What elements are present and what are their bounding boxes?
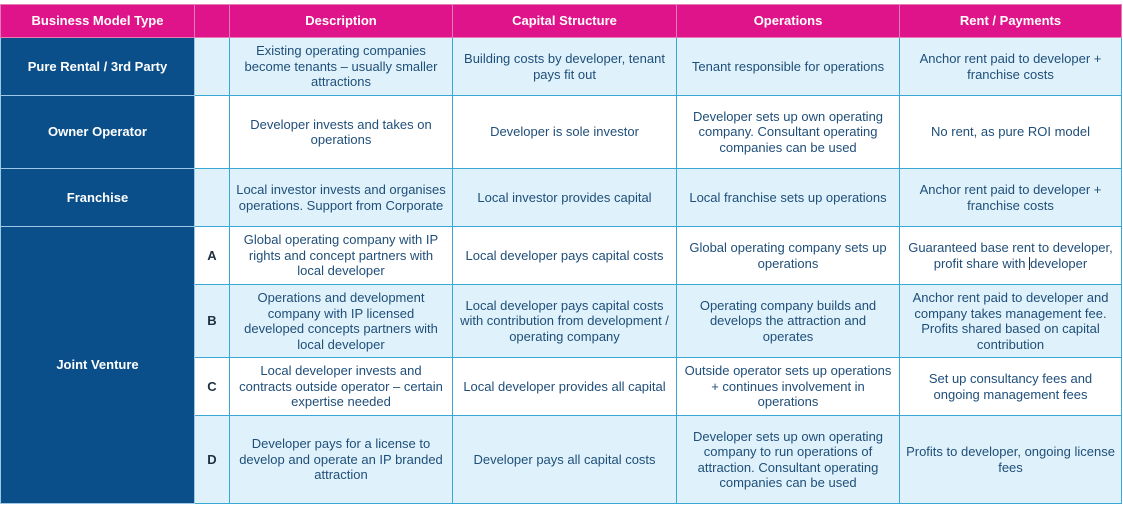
- letter-cell: C: [195, 358, 230, 416]
- operations-cell: Developer sets up own operating company to run operations of attraction. Consultant operating companies can be used: [677, 416, 900, 504]
- letter-cell: [195, 38, 230, 96]
- header-capital-structure: Capital Structure: [453, 5, 677, 38]
- description-cell: Existing operating companies become tenants – usually smaller attractions: [230, 38, 453, 96]
- operations-cell: Global operating company sets up operations: [677, 227, 900, 285]
- header-rent-payments: Rent / Payments: [900, 5, 1122, 38]
- header-row: [1, 5, 1122, 38]
- operations-cell: Outside operator sets up operations + continues involvement in operations: [677, 358, 900, 416]
- header-letter: [195, 5, 230, 38]
- description-cell: Global operating company with IP rights and concept partners with local developer: [230, 227, 453, 285]
- rent-cell: Anchor rent paid to developer and company takes management fee. Profits shared based on capital contribution: [900, 285, 1122, 358]
- letter-cell: B: [195, 285, 230, 358]
- rent-cell: Profits to developer, ongoing license fees: [900, 416, 1122, 504]
- model-type-cell: Franchise: [1, 169, 195, 227]
- operations-cell: Developer sets up own operating company. Consultant operating companies can be used: [677, 96, 900, 169]
- rent-cell: [900, 227, 1122, 285]
- description-cell: Developer invests and takes on operations: [230, 96, 453, 169]
- operations-cell: Tenant responsible for operations: [677, 38, 900, 96]
- table-row: [1, 169, 1122, 227]
- operations-cell: Operating company builds and develops the attraction and operates: [677, 285, 900, 358]
- rent-text-part: Guaranteed base rent to developer, profit share with: [908, 240, 1113, 271]
- capital-cell: Local developer pays capital costs: [453, 227, 677, 285]
- operations-cell: Local franchise sets up operations: [677, 169, 900, 227]
- capital-cell: Building costs by developer, tenant pays fit out: [453, 38, 677, 96]
- header-operations: Operations: [677, 5, 900, 38]
- capital-cell: Developer pays all capital costs: [453, 416, 677, 504]
- letter-cell: D: [195, 416, 230, 504]
- capital-cell: Local developer pays capital costs with contribution from development / operating company: [453, 285, 677, 358]
- model-type-cell: Joint Venture: [1, 227, 195, 504]
- business-model-table: [0, 4, 1122, 504]
- letter-cell: A: [195, 227, 230, 285]
- table-row: [1, 96, 1122, 169]
- capital-cell: Local developer provides all capital: [453, 358, 677, 416]
- capital-cell: Developer is sole investor: [453, 96, 677, 169]
- letter-cell: [195, 96, 230, 169]
- description-cell: Operations and development company with IP licensed developed concepts partners with local developer: [230, 285, 453, 358]
- table-row: [1, 38, 1122, 96]
- description-cell: Local developer invests and contracts outside operator – certain expertise needed: [230, 358, 453, 416]
- rent-cell: Anchor rent paid to developer + franchise costs: [900, 38, 1122, 96]
- rent-text-part: developer: [1030, 255, 1088, 271]
- rent-cell: No rent, as pure ROI model: [900, 96, 1122, 169]
- header-business-model-type: Business Model Type: [1, 5, 195, 38]
- rent-cell: Anchor rent paid to developer + franchise costs: [900, 169, 1122, 227]
- table-row: [1, 227, 1122, 285]
- capital-cell: Local investor provides capital: [453, 169, 677, 227]
- header-description: Description: [230, 5, 453, 38]
- model-type-cell: Owner Operator: [1, 96, 195, 169]
- rent-cell: Set up consultancy fees and ongoing management fees: [900, 358, 1122, 416]
- description-cell: Local investor invests and organises operations. Support from Corporate: [230, 169, 453, 227]
- description-cell: Developer pays for a license to develop and operate an IP branded attraction: [230, 416, 453, 504]
- model-type-cell: Pure Rental / 3rd Party: [1, 38, 195, 96]
- letter-cell: [195, 169, 230, 227]
